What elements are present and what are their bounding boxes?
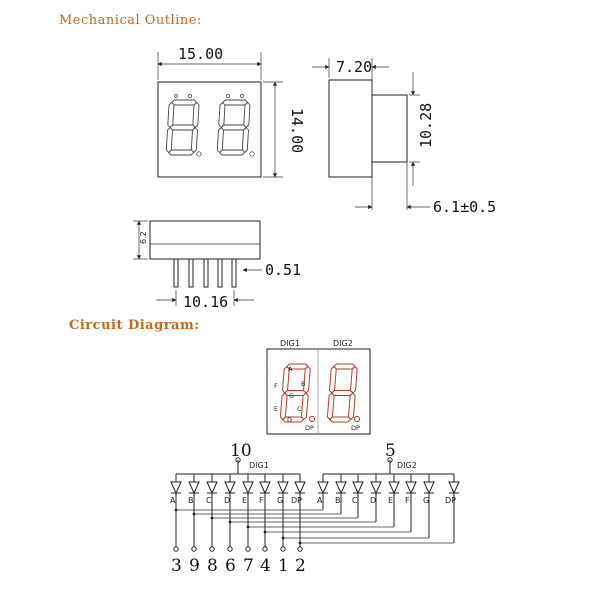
- diode: [243, 482, 253, 493]
- segment-label-0-f: F: [259, 496, 264, 505]
- segment-label-0-dp: DP: [291, 496, 302, 505]
- diode: [260, 482, 270, 493]
- dim-height: 14.00: [288, 108, 306, 154]
- diode: [406, 482, 416, 493]
- pin-number-9: 9: [189, 556, 200, 576]
- pin-number-2: 2: [295, 556, 306, 576]
- display-label-dp-2: DP: [351, 424, 360, 432]
- diode: [353, 482, 363, 493]
- display-label-f: F: [274, 382, 278, 390]
- segment-label-1-a: A: [317, 496, 323, 505]
- diode: [295, 482, 305, 493]
- display-label-d: D: [287, 416, 293, 424]
- segment-label-0-g: G: [277, 496, 284, 505]
- segment-g: [332, 391, 353, 396]
- pin-terminal: [298, 547, 302, 551]
- segment-label-1-dp: DP: [445, 496, 456, 505]
- segment-label-0-a: A: [170, 496, 176, 505]
- common-pin-5: 5: [385, 441, 396, 461]
- diode: [278, 482, 288, 493]
- pin-number-6: 6: [225, 556, 236, 576]
- mechanical-outline-heading: Mechanical Outline:: [59, 13, 202, 28]
- segment-a: [172, 100, 197, 105]
- pin-terminal: [210, 547, 214, 551]
- segment-f: [168, 103, 174, 128]
- display-label-a: A: [288, 365, 293, 373]
- bottom-pin: [232, 259, 236, 287]
- segment-label-1-b: B: [335, 496, 341, 505]
- dim-pin-length: 6.1±0.5: [433, 198, 497, 216]
- segment-label-0-e: E: [242, 496, 248, 505]
- segment-c: [348, 393, 355, 420]
- segment-d: [283, 417, 304, 422]
- pin-terminal: [246, 547, 250, 551]
- segment-label-1-d: D: [370, 496, 377, 505]
- bottom-pin: [189, 259, 193, 287]
- pin-terminal: [192, 547, 196, 551]
- display-label-c: C: [297, 405, 302, 413]
- dim-window: 10.28: [417, 102, 435, 148]
- front-digit-1: [166, 100, 199, 155]
- segment-label-1-f: F: [405, 496, 410, 505]
- diode: [336, 482, 346, 493]
- side-view: [312, 58, 430, 210]
- circuit-digit-1: [280, 364, 310, 422]
- pin-number-3: 3: [171, 556, 182, 576]
- segment-b: [193, 103, 199, 128]
- diode: [171, 482, 181, 493]
- segment-g: [285, 391, 306, 396]
- segment-d: [220, 150, 245, 155]
- bottom-pin: [204, 259, 208, 287]
- pin-terminal: [174, 547, 178, 551]
- diode: [207, 482, 217, 493]
- diode: [449, 482, 459, 493]
- segment-a: [334, 364, 355, 369]
- segment-label-1-e: E: [388, 496, 394, 505]
- segment-b: [351, 367, 358, 394]
- segment-a: [223, 100, 248, 105]
- front-view: [158, 52, 283, 177]
- schematic: [171, 458, 459, 551]
- dim-pin-pitch: 10.16: [183, 293, 229, 311]
- segment-label-0-c: C: [206, 496, 212, 505]
- segment-c: [242, 128, 248, 153]
- diode: [189, 482, 199, 493]
- segment-label-1-c: C: [352, 496, 358, 505]
- schematic-digit-label-2: DIG2: [397, 461, 417, 470]
- segment-label-0-d: D: [224, 496, 231, 505]
- display-label-b: B: [301, 380, 306, 388]
- segment-e: [217, 128, 223, 153]
- schematic-digit-label-1: DIG1: [249, 461, 269, 470]
- bottom-pin: [218, 259, 222, 287]
- front-digit-2: [217, 100, 250, 155]
- diode: [318, 482, 328, 493]
- pin-number-8: 8: [207, 556, 218, 576]
- dim-base: 6.2: [139, 231, 148, 244]
- diode: [389, 482, 399, 493]
- digit-label-2: DIG2: [333, 339, 353, 348]
- pin-terminal: [263, 547, 267, 551]
- diode: [371, 482, 381, 493]
- segment-e: [166, 128, 172, 153]
- bottom-pin: [174, 259, 178, 287]
- pin-number-4: 4: [260, 556, 271, 576]
- segment-label-0-b: B: [188, 496, 194, 505]
- dim-depth: 7.20: [336, 58, 373, 76]
- segment-c: [301, 393, 308, 420]
- front-dp-2: [250, 152, 254, 156]
- segment-f: [330, 367, 337, 394]
- segment-d: [169, 150, 194, 155]
- segment-label-1-g: G: [423, 496, 430, 505]
- circuit-diagram-heading: Circuit Diagram:: [69, 318, 200, 333]
- circuit-digit-2: [327, 364, 357, 422]
- pin-terminal: [228, 547, 232, 551]
- display-label-e: E: [274, 405, 279, 413]
- pin-number-1: 1: [278, 556, 289, 576]
- segment-b: [244, 103, 250, 128]
- segment-e: [327, 393, 334, 420]
- segment-d: [330, 417, 351, 422]
- pin-number-7: 7: [243, 556, 254, 576]
- dim-pin-width: 0.51: [265, 261, 302, 279]
- diode: [225, 482, 235, 493]
- common-pin-10: 10: [230, 441, 252, 461]
- segment-f: [219, 103, 225, 128]
- segment-c: [191, 128, 197, 153]
- front-dp-1: [197, 152, 201, 156]
- display-label-g: G: [289, 392, 295, 400]
- segment-g: [170, 125, 195, 130]
- segment-g: [221, 125, 246, 130]
- display-label-dp-1: DP: [305, 424, 314, 432]
- display-symbol: [267, 349, 370, 434]
- pin-terminal: [281, 547, 285, 551]
- digit-label-1: DIG1: [280, 339, 300, 348]
- dim-width: 15.00: [178, 45, 224, 63]
- diode: [424, 482, 434, 493]
